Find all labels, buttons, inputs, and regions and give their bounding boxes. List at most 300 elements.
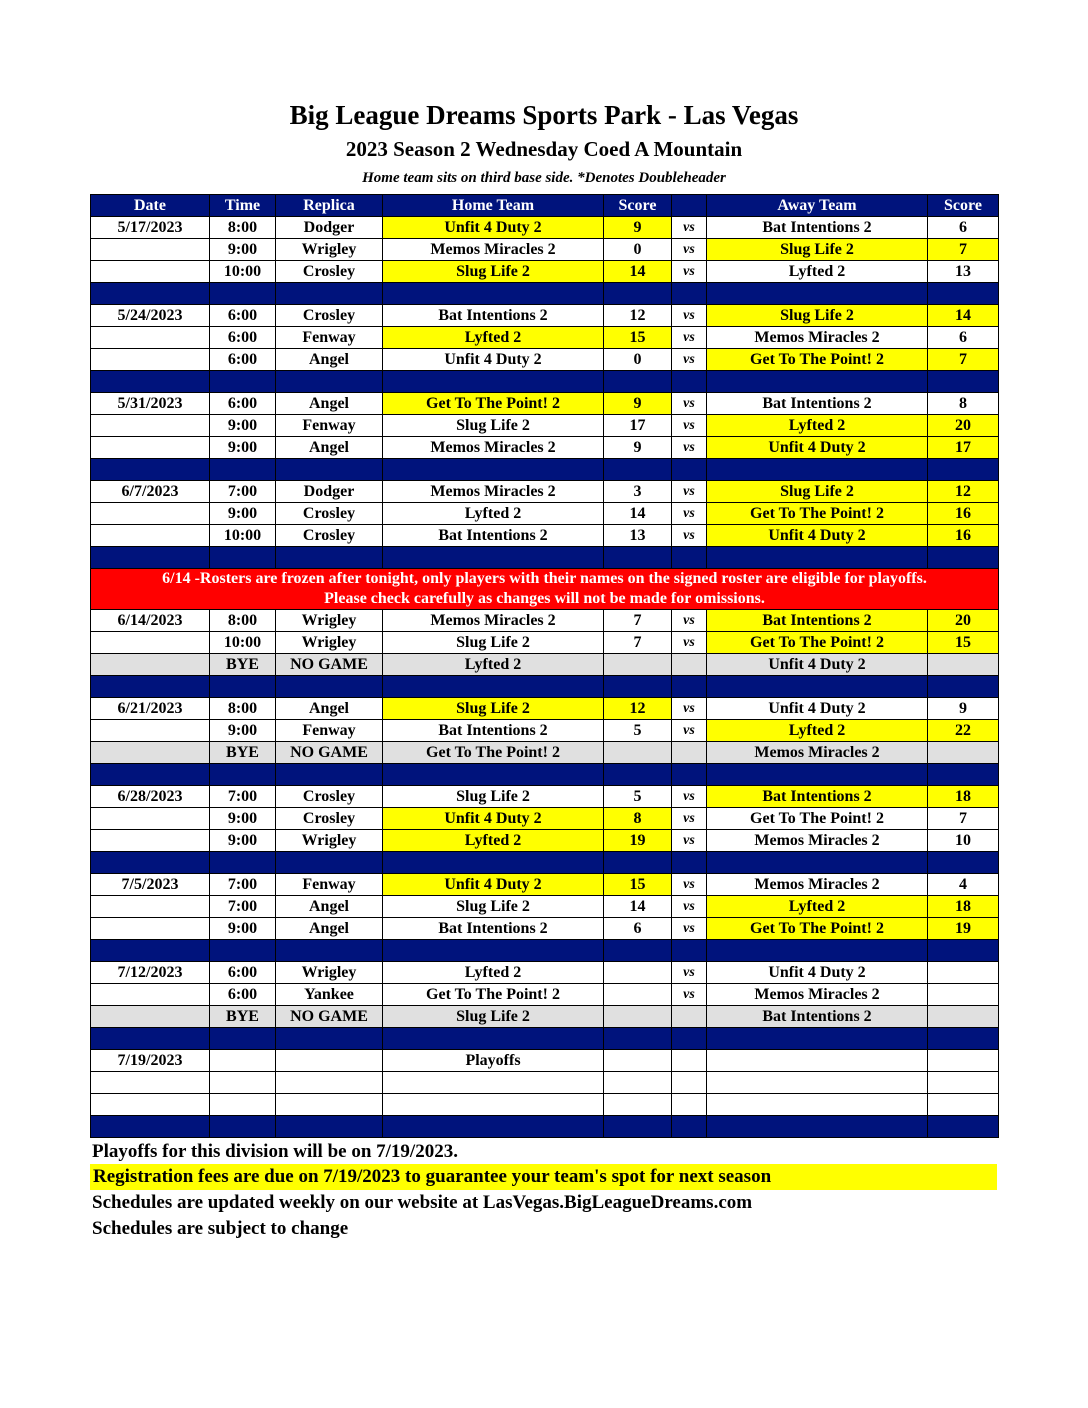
game-row <box>91 437 999 459</box>
time-cell: 7:00 <box>210 896 276 918</box>
time-cell: 7:00 <box>210 481 276 503</box>
separator-cell <box>707 283 928 305</box>
separator-row <box>91 764 999 786</box>
vs-cell: vs <box>672 720 707 742</box>
away-score-cell: 8 <box>928 393 999 415</box>
away-team-cell: Unfit 4 Duty 2 <box>707 437 928 459</box>
home-score-cell <box>604 984 672 1006</box>
game-row <box>91 896 999 918</box>
separator-cell <box>928 547 999 569</box>
home-score-cell <box>604 1050 672 1072</box>
away-score-cell: 7 <box>928 239 999 261</box>
date-cell: 5/24/2023 <box>91 305 210 327</box>
separator-cell <box>383 676 604 698</box>
vs-cell <box>672 742 707 764</box>
time-cell: 6:00 <box>210 349 276 371</box>
separator-cell <box>604 547 672 569</box>
separator-cell <box>707 371 928 393</box>
away-team-cell: Slug Life 2 <box>707 481 928 503</box>
time-cell: BYE <box>210 654 276 676</box>
date-cell <box>91 327 210 349</box>
separator-cell <box>604 371 672 393</box>
away-team-cell: Get To The Point! 2 <box>707 632 928 654</box>
vs-cell: vs <box>672 632 707 654</box>
time-cell: 9:00 <box>210 437 276 459</box>
date-cell <box>91 830 210 852</box>
schedule-table <box>90 194 999 1138</box>
away-team-cell: Memos Miracles 2 <box>707 327 928 349</box>
away-team-cell: Unfit 4 Duty 2 <box>707 698 928 720</box>
away-score-cell <box>928 1006 999 1028</box>
field-cell: Wrigley <box>276 610 383 632</box>
away-team-cell: Bat Intentions 2 <box>707 393 928 415</box>
separator-cell <box>210 459 276 481</box>
separator-cell <box>928 852 999 874</box>
away-score-cell: 12 <box>928 481 999 503</box>
time-cell: 10:00 <box>210 525 276 547</box>
away-score-cell: 15 <box>928 632 999 654</box>
date-cell <box>91 632 210 654</box>
game-row <box>91 808 999 830</box>
separator-cell <box>604 852 672 874</box>
separator-cell <box>383 852 604 874</box>
game-row <box>91 393 999 415</box>
time-cell: 6:00 <box>210 305 276 327</box>
field-cell: NO GAME <box>276 742 383 764</box>
roster-notice-row <box>91 569 999 610</box>
vs-cell: vs <box>672 217 707 239</box>
home-score-cell: 9 <box>604 217 672 239</box>
page-subtitle: 2023 Season 2 Wednesday Coed A Mountain <box>345 137 743 161</box>
game-row <box>91 632 999 654</box>
separator-cell <box>928 764 999 786</box>
home-score-cell: 19 <box>604 830 672 852</box>
away-score-cell <box>928 1050 999 1072</box>
field-cell <box>276 1050 383 1072</box>
home-team-cell: Bat Intentions 2 <box>383 918 604 940</box>
separator-cell <box>91 547 210 569</box>
game-row <box>91 698 999 720</box>
time-cell: 8:00 <box>210 217 276 239</box>
separator-cell <box>604 764 672 786</box>
away-team-cell: Unfit 4 Duty 2 <box>707 962 928 984</box>
away-team-cell: Memos Miracles 2 <box>707 984 928 1006</box>
separator-cell <box>383 283 604 305</box>
home-score-cell: 14 <box>604 896 672 918</box>
separator-row <box>91 1028 999 1050</box>
date-cell <box>91 808 210 830</box>
away-team-cell: Bat Intentions 2 <box>707 217 928 239</box>
game-row <box>91 918 999 940</box>
away-team-cell: Bat Intentions 2 <box>707 1006 928 1028</box>
footer-change: Schedules are subject to change <box>92 1218 349 1239</box>
away-score-cell: 22 <box>928 720 999 742</box>
away-score-cell: 9 <box>928 698 999 720</box>
home-team-cell: Slug Life 2 <box>383 698 604 720</box>
field-cell: Fenway <box>276 874 383 896</box>
away-team-cell: Unfit 4 Duty 2 <box>707 654 928 676</box>
separator-cell <box>383 371 604 393</box>
home-score-cell: 3 <box>604 481 672 503</box>
home-team-cell: Get To The Point! 2 <box>383 393 604 415</box>
separator-cell <box>91 940 210 962</box>
separator-cell <box>91 371 210 393</box>
vs-cell: vs <box>672 503 707 525</box>
away-score-cell: 17 <box>928 437 999 459</box>
separator-cell <box>276 764 383 786</box>
vs-cell: vs <box>672 415 707 437</box>
date-cell <box>91 984 210 1006</box>
vs-cell: vs <box>672 874 707 896</box>
roster-notice <box>91 569 999 610</box>
date-cell <box>91 1094 210 1116</box>
time-cell: 7:00 <box>210 786 276 808</box>
away-score-cell: 18 <box>928 896 999 918</box>
time-cell: 6:00 <box>210 962 276 984</box>
field-cell: Dodger <box>276 481 383 503</box>
separator-cell <box>210 852 276 874</box>
vs-cell: vs <box>672 393 707 415</box>
home-score-cell: 7 <box>604 610 672 632</box>
home-score-cell <box>604 742 672 764</box>
time-cell: 6:00 <box>210 393 276 415</box>
home-team-cell: Slug Life 2 <box>383 632 604 654</box>
separator-cell <box>91 1116 210 1138</box>
away-score-cell: 16 <box>928 503 999 525</box>
separator-cell <box>707 764 928 786</box>
separator-row <box>91 459 999 481</box>
separator-cell <box>91 1028 210 1050</box>
game-row <box>91 874 999 896</box>
separator-cell <box>383 940 604 962</box>
away-team-cell: Memos Miracles 2 <box>707 874 928 896</box>
field-cell: Crosley <box>276 808 383 830</box>
date-cell <box>91 239 210 261</box>
date-cell: 7/19/2023 <box>91 1050 210 1072</box>
home-team-cell: Bat Intentions 2 <box>383 720 604 742</box>
away-team-cell <box>707 1072 928 1094</box>
separator-row <box>91 547 999 569</box>
home-team-cell: Memos Miracles 2 <box>383 481 604 503</box>
home-score-cell: 8 <box>604 808 672 830</box>
away-team-cell: Lyfted 2 <box>707 720 928 742</box>
home-team-cell: Bat Intentions 2 <box>383 305 604 327</box>
game-row <box>91 984 999 1006</box>
field-cell: Wrigley <box>276 962 383 984</box>
roster-notice-line2: Please check carefully as changes will not be made for omissions. <box>324 590 765 607</box>
separator-cell <box>276 940 383 962</box>
home-team-cell: Memos Miracles 2 <box>383 610 604 632</box>
time-cell <box>210 1072 276 1094</box>
separator-cell <box>672 1116 707 1138</box>
field-cell: Crosley <box>276 261 383 283</box>
away-team-cell: Get To The Point! 2 <box>707 918 928 940</box>
separator-cell <box>276 371 383 393</box>
home-team-cell: Lyfted 2 <box>383 962 604 984</box>
header-home-team: Home Team <box>383 195 604 217</box>
home-team-cell: Lyfted 2 <box>383 327 604 349</box>
time-cell <box>210 1050 276 1072</box>
field-cell: Crosley <box>276 525 383 547</box>
vs-cell: vs <box>672 261 707 283</box>
separator-cell <box>707 547 928 569</box>
home-score-cell: 5 <box>604 786 672 808</box>
separator-cell <box>707 1116 928 1138</box>
away-score-cell: 20 <box>928 610 999 632</box>
vs-cell: vs <box>672 481 707 503</box>
home-score-cell <box>604 1006 672 1028</box>
vs-cell: vs <box>672 525 707 547</box>
separator-row <box>91 852 999 874</box>
home-score-cell: 12 <box>604 698 672 720</box>
separator-cell <box>604 940 672 962</box>
home-score-cell <box>604 962 672 984</box>
field-cell: NO GAME <box>276 654 383 676</box>
separator-cell <box>604 676 672 698</box>
game-row <box>91 1094 999 1116</box>
away-team-cell: Memos Miracles 2 <box>707 830 928 852</box>
separator-cell <box>672 852 707 874</box>
game-row <box>91 415 999 437</box>
separator-cell <box>604 1116 672 1138</box>
home-score-cell: 14 <box>604 503 672 525</box>
separator-cell <box>928 459 999 481</box>
time-cell: 8:00 <box>210 698 276 720</box>
header-away-score: Score <box>928 195 999 217</box>
away-team-cell: Unfit 4 Duty 2 <box>707 525 928 547</box>
home-score-cell: 14 <box>604 261 672 283</box>
away-score-cell: 7 <box>928 808 999 830</box>
game-row <box>91 481 999 503</box>
away-score-cell <box>928 742 999 764</box>
separator-cell <box>276 852 383 874</box>
separator-cell <box>210 371 276 393</box>
separator-cell <box>383 547 604 569</box>
time-cell: 8:00 <box>210 610 276 632</box>
header-vs <box>672 195 707 217</box>
separator-cell <box>672 676 707 698</box>
separator-cell <box>672 1028 707 1050</box>
separator-cell <box>928 940 999 962</box>
separator-cell <box>672 940 707 962</box>
vs-cell: vs <box>672 698 707 720</box>
separator-cell <box>707 940 928 962</box>
home-team-cell: Bat Intentions 2 <box>383 525 604 547</box>
separator-cell <box>91 852 210 874</box>
time-cell: 9:00 <box>210 415 276 437</box>
home-score-cell: 0 <box>604 239 672 261</box>
separator-cell <box>210 1116 276 1138</box>
separator-cell <box>928 1028 999 1050</box>
home-team-cell <box>383 1094 604 1116</box>
home-team-cell: Lyfted 2 <box>383 503 604 525</box>
vs-cell <box>672 1094 707 1116</box>
game-row <box>91 830 999 852</box>
home-score-cell: 5 <box>604 720 672 742</box>
vs-cell <box>672 654 707 676</box>
schedule-note: Home team sits on third base side. *Denotes Doubleheader <box>362 170 726 186</box>
date-cell: 5/17/2023 <box>91 217 210 239</box>
time-cell: 10:00 <box>210 632 276 654</box>
separator-cell <box>210 764 276 786</box>
separator-cell <box>91 676 210 698</box>
home-score-cell: 13 <box>604 525 672 547</box>
field-cell: Fenway <box>276 720 383 742</box>
date-cell <box>91 1072 210 1094</box>
vs-cell: vs <box>672 305 707 327</box>
home-score-cell: 12 <box>604 305 672 327</box>
away-team-cell: Memos Miracles 2 <box>707 742 928 764</box>
away-score-cell: 10 <box>928 830 999 852</box>
time-cell: BYE <box>210 742 276 764</box>
separator-cell <box>383 764 604 786</box>
away-score-cell: 19 <box>928 918 999 940</box>
home-score-cell: 6 <box>604 918 672 940</box>
separator-cell <box>707 852 928 874</box>
separator-row <box>91 676 999 698</box>
away-team-cell: Lyfted 2 <box>707 415 928 437</box>
time-cell <box>210 1094 276 1116</box>
date-cell <box>91 742 210 764</box>
game-row <box>91 503 999 525</box>
separator-cell <box>210 283 276 305</box>
away-score-cell <box>928 962 999 984</box>
time-cell: 9:00 <box>210 830 276 852</box>
field-cell: Crosley <box>276 305 383 327</box>
roster-notice-line1: 6/14 -Rosters are frozen after tonight, only players with their names on the signed roster are eligible for playoffs. <box>162 570 927 587</box>
separator-cell <box>276 459 383 481</box>
away-score-cell: 7 <box>928 349 999 371</box>
game-row <box>91 525 999 547</box>
separator-row <box>91 940 999 962</box>
home-team-cell: Unfit 4 Duty 2 <box>383 808 604 830</box>
separator-cell <box>672 371 707 393</box>
field-cell: Angel <box>276 698 383 720</box>
separator-cell <box>210 1028 276 1050</box>
page-title: Big League Dreams Sports Park - Las Vegas <box>289 100 799 130</box>
home-score-cell: 9 <box>604 393 672 415</box>
home-score-cell <box>604 1094 672 1116</box>
home-team-cell: Unfit 4 Duty 2 <box>383 874 604 896</box>
date-cell: 6/7/2023 <box>91 481 210 503</box>
date-cell <box>91 503 210 525</box>
separator-cell <box>672 547 707 569</box>
time-cell: 6:00 <box>210 984 276 1006</box>
vs-cell: vs <box>672 610 707 632</box>
separator-cell <box>276 1028 383 1050</box>
field-cell: Wrigley <box>276 830 383 852</box>
date-cell <box>91 1006 210 1028</box>
date-cell <box>91 896 210 918</box>
footer-fees: Registration fees are due on 7/19/2023 to guarantee your team's spot for next season <box>90 1164 997 1190</box>
separator-cell <box>210 676 276 698</box>
away-score-cell: 18 <box>928 786 999 808</box>
away-team-cell <box>707 1094 928 1116</box>
away-team-cell: Slug Life 2 <box>707 239 928 261</box>
vs-cell: vs <box>672 896 707 918</box>
vs-cell: vs <box>672 808 707 830</box>
field-cell: Fenway <box>276 327 383 349</box>
game-row <box>91 327 999 349</box>
date-cell: 7/12/2023 <box>91 962 210 984</box>
time-cell: 9:00 <box>210 720 276 742</box>
field-cell: Angel <box>276 896 383 918</box>
vs-cell: vs <box>672 786 707 808</box>
home-score-cell: 0 <box>604 349 672 371</box>
separator-cell <box>276 676 383 698</box>
game-row <box>91 305 999 327</box>
date-cell <box>91 437 210 459</box>
away-team-cell: Get To The Point! 2 <box>707 503 928 525</box>
home-score-cell: 9 <box>604 437 672 459</box>
home-team-cell: Slug Life 2 <box>383 415 604 437</box>
separator-cell <box>383 1028 604 1050</box>
away-team-cell: Slug Life 2 <box>707 305 928 327</box>
home-team-cell: Get To The Point! 2 <box>383 742 604 764</box>
field-cell: Angel <box>276 918 383 940</box>
separator-cell <box>707 1028 928 1050</box>
separator-cell <box>276 283 383 305</box>
home-score-cell: 7 <box>604 632 672 654</box>
separator-row <box>91 371 999 393</box>
separator-cell <box>604 459 672 481</box>
game-row <box>91 349 999 371</box>
separator-cell <box>672 283 707 305</box>
vs-cell: vs <box>672 984 707 1006</box>
separator-row <box>91 283 999 305</box>
separator-cell <box>210 547 276 569</box>
header-row <box>91 195 999 217</box>
away-score-cell: 16 <box>928 525 999 547</box>
separator-cell <box>91 283 210 305</box>
header-away-team: Away Team <box>707 195 928 217</box>
away-score-cell: 14 <box>928 305 999 327</box>
home-team-cell: Lyfted 2 <box>383 654 604 676</box>
field-cell: Yankee <box>276 984 383 1006</box>
away-team-cell: Get To The Point! 2 <box>707 349 928 371</box>
separator-cell <box>928 676 999 698</box>
field-cell <box>276 1094 383 1116</box>
away-score-cell: 20 <box>928 415 999 437</box>
bye-row <box>91 1006 999 1028</box>
game-row <box>91 1072 999 1094</box>
date-cell: 6/21/2023 <box>91 698 210 720</box>
home-team-cell: Get To The Point! 2 <box>383 984 604 1006</box>
game-row <box>91 610 999 632</box>
away-score-cell <box>928 1094 999 1116</box>
separator-cell <box>91 459 210 481</box>
date-cell <box>91 261 210 283</box>
time-cell: BYE <box>210 1006 276 1028</box>
separator-cell <box>91 764 210 786</box>
home-team-cell: Lyfted 2 <box>383 830 604 852</box>
bye-row <box>91 654 999 676</box>
separator-cell <box>276 547 383 569</box>
separator-cell <box>383 1116 604 1138</box>
separator-cell <box>210 940 276 962</box>
away-team-cell: Get To The Point! 2 <box>707 808 928 830</box>
field-cell: Crosley <box>276 503 383 525</box>
field-cell: Dodger <box>276 217 383 239</box>
date-cell <box>91 654 210 676</box>
time-cell: 9:00 <box>210 808 276 830</box>
header-date: Date <box>91 195 210 217</box>
date-cell: 6/28/2023 <box>91 786 210 808</box>
date-cell <box>91 525 210 547</box>
date-cell <box>91 918 210 940</box>
time-cell: 9:00 <box>210 503 276 525</box>
field-cell: Angel <box>276 437 383 459</box>
